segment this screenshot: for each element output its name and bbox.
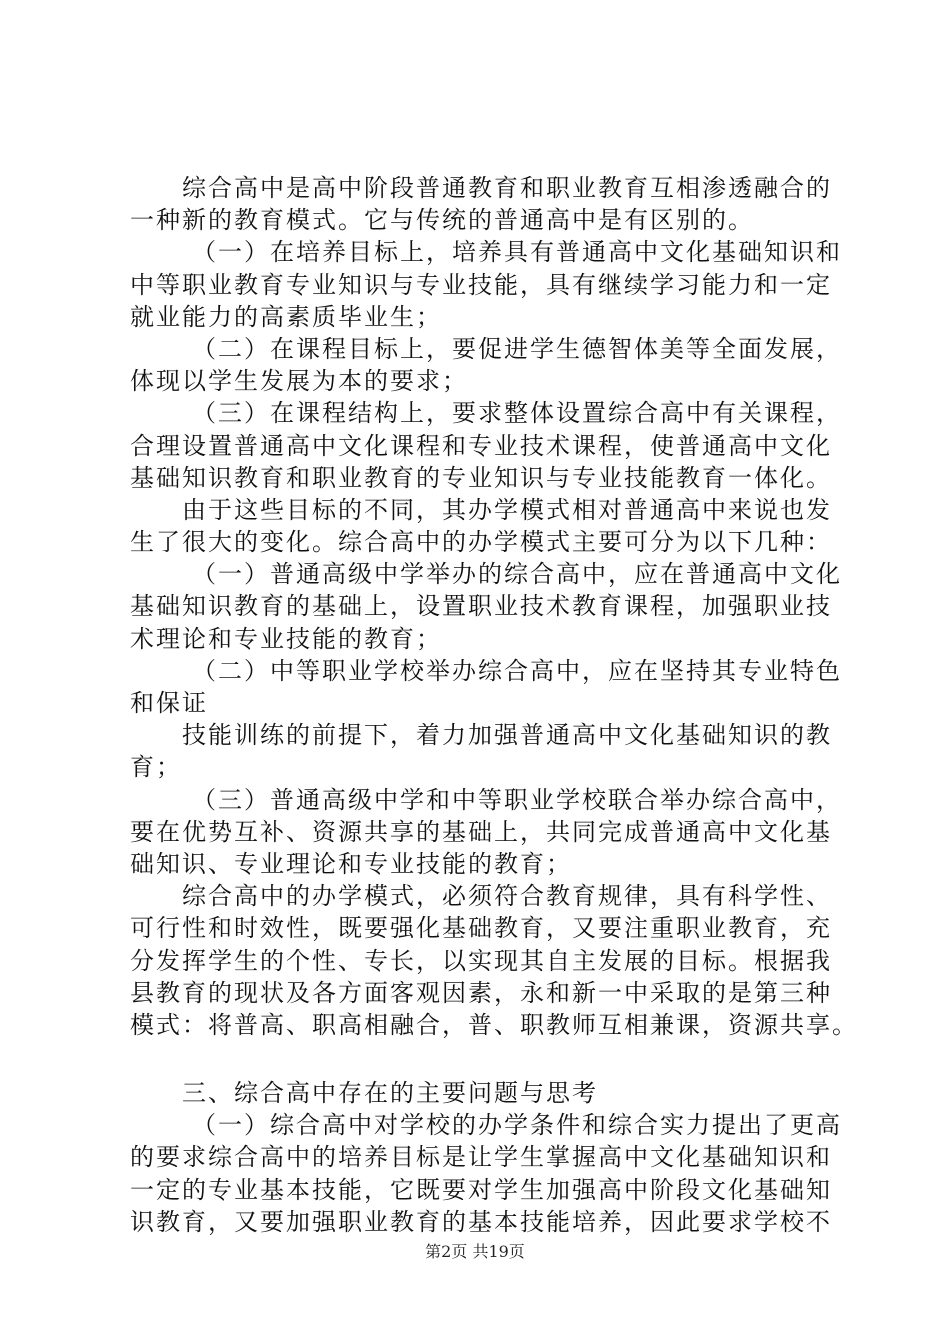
text-line: 体现以学生发展为本的要求； (130, 367, 468, 396)
text-line: （二）在课程目标上，要促进学生德智体美等全面发展， (192, 334, 842, 363)
text-line: 基础知识教育的基础上，设置职业技术教育课程，加强职业技 (130, 592, 832, 621)
text-line: 基础知识教育和职业教育的专业知识与专业技能教育一体化。 (130, 463, 832, 492)
text-line: （一）在培养目标上，培养具有普通高中文化基础知识和 (192, 238, 842, 267)
text-line: 合理设置普通高中文化课程和专业技术课程，使普通高中文化 (130, 431, 832, 460)
text-line: 三、综合高中存在的主要问题与思考 (182, 1079, 598, 1108)
text-line: 由于这些目标的不同，其办学模式相对普通高中来说也发 (182, 495, 832, 524)
text-line: 中等职业教育专业知识与专业技能，具有继续学习能力和一定 (130, 270, 832, 299)
text-line: 综合高中是高中阶段普通教育和职业教育互相渗透融合的 (182, 174, 832, 202)
text-line: 模式：将普高、职高相融合，普、职教师互相兼课，资源共享。 (130, 1010, 858, 1039)
text-line: 分发挥学生的个性、专长，以实现其自主发展的目标。根据我 (130, 946, 832, 975)
text-line: 县教育的现状及各方面客观因素，永和新一中采取的是第三种 (130, 978, 832, 1007)
text-line: 术理论和专业技能的教育； (130, 624, 442, 653)
text-line: 技能训练的前提下，着力加强普通高中文化基础知识的教 (182, 721, 832, 750)
text-line: 一种新的教育模式。它与传统的普通高中是有区别的。 (130, 206, 754, 235)
text-line: 和保证 (130, 689, 208, 717)
document-body (130, 172, 858, 1238)
text-line: （一）普通高级中学举办的综合高中，应在普通高中文化 (192, 560, 842, 589)
page-footer: 第2页 共19页 (425, 1242, 525, 1261)
text-line: 育； (130, 753, 182, 782)
text-line: （一）综合高中对学校的办学条件和综合实力提出了更高 (192, 1111, 842, 1140)
text-line: 可行性和时效性，既要强化基础教育，又要注重职业教育，充 (130, 914, 832, 943)
text-line: （三）在课程结构上，要求整体设置综合高中有关课程， (192, 399, 842, 428)
text-line: （三）普通高级中学和中等职业学校联合举办综合高中， (192, 785, 842, 814)
text-line: 识教育，又要加强职业教育的基本技能培养，因此要求学校不 (130, 1207, 832, 1236)
text-line: 就业能力的高素质毕业生； (130, 302, 442, 331)
text-line: 综合高中的办学模式，必须符合教育规律，具有科学性、 (182, 882, 832, 911)
text-line: （二）中等职业学校举办综合高中，应在坚持其专业特色 (192, 656, 842, 685)
text-line: 要在优势互补、资源共享的基础上，共同完成普通高中文化基 (130, 817, 832, 846)
text-line: 的要求综合高中的培养目标是让学生掌握高中文化基础知识和 (130, 1143, 832, 1172)
text-line: 生了很大的变化。综合高中的办学模式主要可分为以下几种： (130, 528, 832, 557)
text-line: 一定的专业基本技能，它既要对学生加强高中阶段文化基础知 (130, 1175, 832, 1204)
text-line: 础知识、专业理论和专业技能的教育； (130, 849, 572, 878)
section-gap (130, 1041, 850, 1077)
